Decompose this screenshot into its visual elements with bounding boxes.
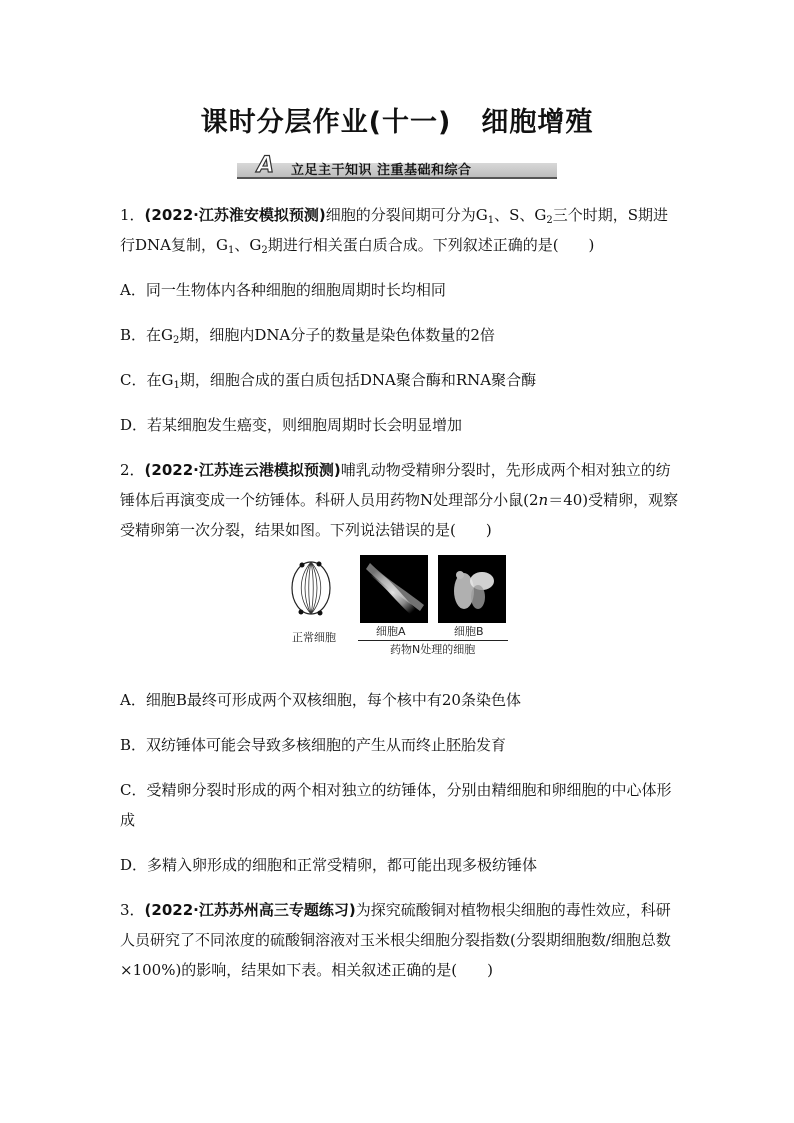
q2-source: (2022·江苏连云港模拟预测) <box>144 461 341 479</box>
q1-option-a: A．同一生物体内各种细胞的细胞周期时长均相同 <box>120 281 446 299</box>
label-normal-cell: 正常细胞 <box>292 631 336 644</box>
cell-a-image <box>360 555 428 623</box>
cell-b-image <box>438 555 506 623</box>
q2-option-b: B．双纺锤体可能会导致多核细胞的产生从而终止胚胎发育 <box>120 736 507 754</box>
cell-figure <box>120 557 680 667</box>
q3-source: (2022·江苏苏州高三专题练习) <box>144 901 356 919</box>
figure-caption: 药物N处理的细胞 <box>390 643 476 656</box>
title-sub: 细胞增殖 <box>481 107 594 138</box>
section-banner <box>237 153 557 179</box>
q1-option-b: B．在$G_2$期，细胞内DNA分子的数量是染色体数量的2倍 <box>120 326 495 346</box>
banner-badge: A <box>257 153 275 178</box>
normal-cell-image <box>288 557 334 619</box>
questions <box>120 200 680 985</box>
figure-caption-line <box>358 640 508 641</box>
q2-number: 2． <box>120 461 145 479</box>
q1-option-d: D．若某细胞发生癌变，则细胞周期时长会明显增加 <box>120 416 463 434</box>
page-title <box>0 100 794 139</box>
banner-text: 立足主干知识 注重基础和综合 <box>291 163 472 178</box>
q3-stem: 3．(2022·江苏苏州高三专题练习)为探究硫酸铜对植物根尖细胞的毒性效应，科研人员研究了不同浓度的硫酸铜溶液对玉米根尖细胞分裂指数(分裂期细胞数/细胞总数×100%)的影响，结果如下表。相关叙述正确的是( ) <box>120 901 671 979</box>
q3-number: 3． <box>120 901 145 919</box>
q1-option-c: C．在$G_1$期，细胞合成的蛋白质包括DNA聚合酶和RNA聚合酶 <box>120 371 537 391</box>
title-main: 课时分层作业(十一) <box>200 107 452 138</box>
label-cell-b: 细胞B <box>454 625 484 638</box>
q2-option-d: D．多精入卵形成的细胞和正常受精卵，都可能出现多极纺锤体 <box>120 856 538 874</box>
q1-stem: 1．(2022·江苏淮安模拟预测)细胞的分裂间期可分为$G_1$、S、$G_2$三个时期，S期进行DNA复制，$G_1$、$G_2$期进行相关蛋白质合成。下列叙述正确的是( ) <box>120 206 668 256</box>
q2-stem: 2．(2022·江苏连云港模拟预测)哺乳动物受精卵分裂时，先形成两个相对独立的纺锤体后再演变成一个纺锤体。科研人员用药物N处理部分小鼠(2n＝40)受精卵，观察受精卵第一次分裂，结果如图。下列说法错误的是( ) <box>120 461 679 539</box>
q2-option-c: C．受精卵分裂时形成的两个相对独立的纺锤体，分别由精细胞和卵细胞的中心体形成 <box>120 781 672 829</box>
label-cell-a: 细胞A <box>376 625 406 638</box>
q1-number: 1． <box>120 206 145 224</box>
q2-option-a: A．细胞B最终可形成两个双核细胞，每个核中有20条染色体 <box>120 691 521 709</box>
q1-source: (2022·江苏淮安模拟预测) <box>144 206 326 224</box>
